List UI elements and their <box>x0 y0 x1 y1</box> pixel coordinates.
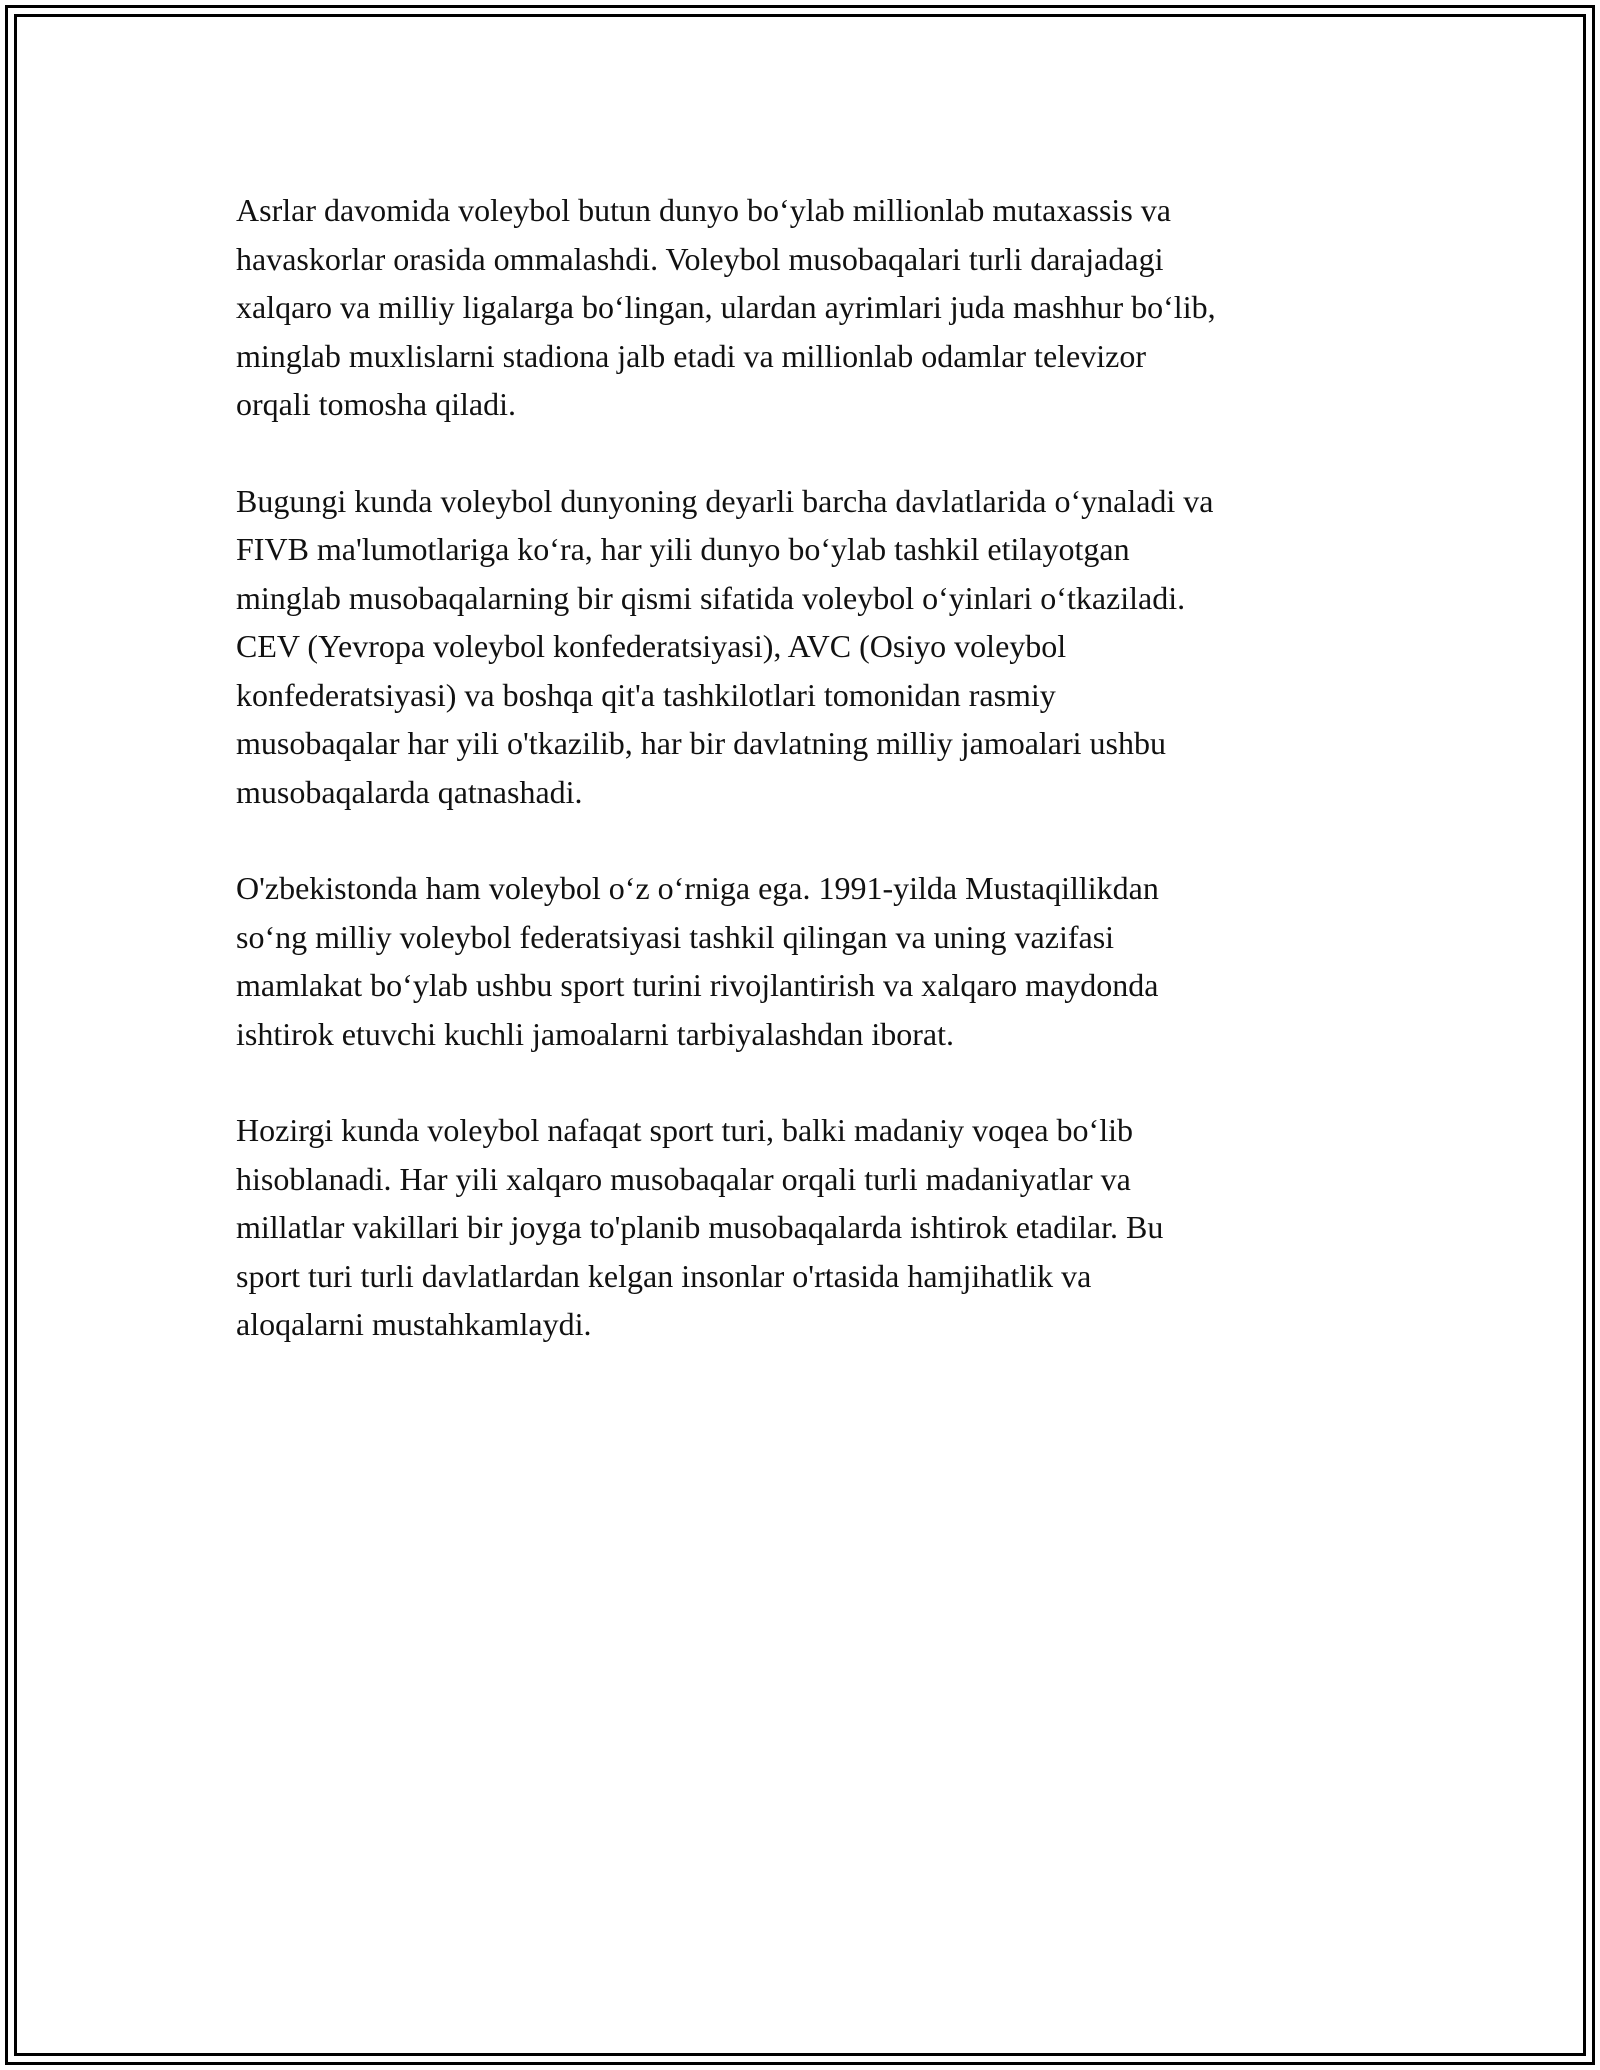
paragraph-2: Bugungi kunda voleybol dunyoning deyarli barcha davlatlarida o‘ynaladi va FIVB ma'lumotlariga ko‘ra, har yili dunyo bo‘ylab tashkil etilayotgan minglab musobaqalarning bir qismi sifatida voleybol o‘yinlari o‘tkaziladi. CEV (Yevropa voleybol konfederatsiyasi), AVC (Osiyo voleybol konfederatsiyasi) va boshqa qit'a tashkilotlari tomonidan rasmiy musobaqalar har yili o'tkazilib, har bir davlatning milliy jamoalari ushbu musobaqalarda qatnashadi. <box>236 482 1214 810</box>
paragraph-4: Hozirgi kunda voleybol nafaqat sport turi, balki madaniy voqea bo‘lib hisoblanadi. Har yili xalqaro musobaqalar orqali turli madaniyatlar va millatlar vakillari bir joyga to'planib musobaqalarda ishtirok etadilar. Bu sport turi turli davlatlardan kelgan insonlar o'rtasida hamjihatlik va aloqalarni mustahkamlaydi. <box>236 1112 1164 1342</box>
paragraph-1: Asrlar davomida voleybol butun dunyo bo‘ylab millionlab mutaxassis va havaskorlar orasida ommalashdi. Voleybol musobaqalari turli darajadagi xalqaro va milliy ligalarga bo‘lingan, ulardan ayrimlari juda mashhur bo‘lib, minglab muxlislarni stadiona jalb etadi va millionlab odamlar televizor orqali tomosha qiladi. <box>236 192 1216 422</box>
paragraph-3: O'zbekistonda ham voleybol o‘z o‘rniga ega. 1991-yilda Mustaqillikdan so‘ng milliy voleybol federatsiyasi tashkil qilingan va uning vazifasi mamlakat bo‘ylab ushbu sport turini rivojlantirish va xalqaro maydonda ishtirok etuvchi kuchli jamoalarni tarbiyalashdan iborat. <box>236 870 1159 1052</box>
document-body <box>236 186 1386 1397</box>
